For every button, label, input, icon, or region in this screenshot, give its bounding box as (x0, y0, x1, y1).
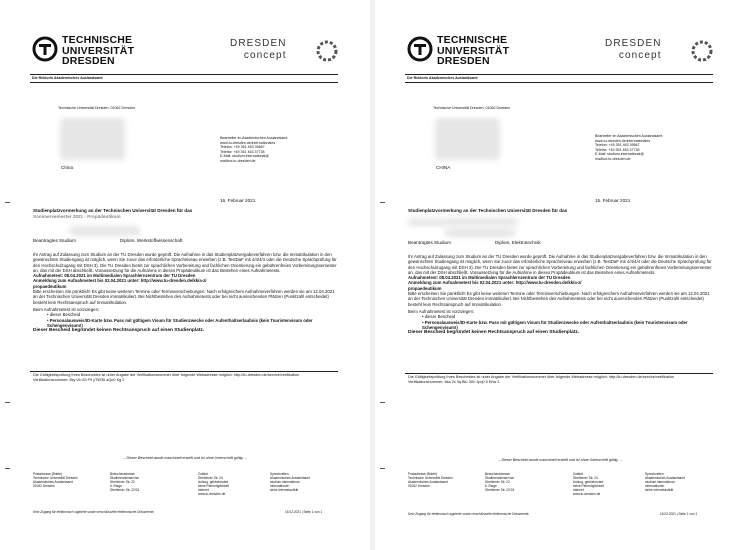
contact-line: E-Mail: studium.international@ (220, 154, 269, 159)
university-name (62, 35, 134, 67)
bullet-text: dieser Bescheid (49, 312, 81, 318)
validity-rule (405, 373, 713, 374)
contact-line: Telefax: +49 351 463 37738 (595, 147, 640, 152)
contact-line: Telefon: +49 351 463 39667 (595, 143, 640, 148)
test-date: Aufnahmetest: 08.04.2021 im Multimedialen Sprachlernzentrum der TU Dresden (33, 273, 196, 279)
validity-block (33, 373, 338, 383)
letter-page-2 (375, 0, 745, 550)
tu-dresden-logo-icon (32, 36, 58, 62)
validity-text: Die Gültigkeitsprüfung Ihres Bescheides ist unter Angabe der Verifikationsnummer über folgende Webadresse möglich: http://tu-dresden.de/service/verifikation (408, 375, 675, 379)
bullet-list (408, 314, 713, 330)
tu-dresden-logo-icon (407, 36, 433, 62)
redacted-address (60, 118, 125, 160)
fold-mark (5, 402, 10, 403)
footer-visitor: Besucheradresse Studierendenservice Strehlener Str. 22 6. Etage Strehlener Str. 22/24 (110, 472, 140, 492)
study-label: Beantragtes Studium (33, 238, 76, 243)
bullet-item: • dieser Bescheid (422, 314, 456, 320)
bullet-item: • Personalausweis/ID-Karte bzw. Pass mit gültigem Visum für Studienzwecke oder Aufenthaltserlaubnis (kein Touristenvisum oder Schengenvisum!) (422, 319, 688, 330)
fold-mark (380, 402, 385, 403)
dc-line: concept (243, 50, 287, 61)
logo-line: DRESDEN (437, 55, 490, 67)
footer-visitor: Besucheradresse Studierendenservice Strehlener Str. 22 6. Etage Strehlener Str. 22/24 (485, 472, 515, 492)
footer-access: Zufahrt Strehlener Str. 24 Aufzug, gehbehindert keine Parkmöglichkeit Internet www.tu-dresden.de (573, 472, 605, 496)
study-value: Diplom, Elektrotechnik (495, 240, 541, 245)
recipient-country: China (61, 165, 74, 170)
fold-mark (5, 202, 10, 203)
dresden-concept-logo-icon (314, 38, 340, 64)
contact-block (595, 134, 662, 162)
subject-line-cont: Sommersemester 2021 - Propädeutikum (33, 214, 121, 219)
test-date: Aufnahmetest: 08.04.2021 im Multimedialen Sprachlernzentrum der TU Dresden (408, 275, 571, 281)
fold-mark (380, 468, 385, 469)
study-label: Beantragtes Studium (408, 240, 451, 245)
bullet-text: dieser Bescheid (424, 314, 456, 320)
header-line: Die Rektorin Akademisches Auslandsamt (407, 76, 478, 80)
letter-date: 16. Februar 2021 (220, 198, 256, 203)
contact-line: Bearbeiter im Akademischen Auslandsamt (595, 134, 663, 138)
redacted-name (445, 228, 515, 237)
second-paragraph: Bitte erscheinen Sie pünktlich! Es gibt keine weiteren Termine oder Terminverschiebungen. Nach erfolgreichem Aufnahmeverfahren werden sie am 12.04.2021 an der Technischen Universität Dresden immatrikuliert. Bei Nichtbestehen des Aufnahmetests oder bei nicht ausreichenden Plätzen (Punktzahl entscheidet) besteht kein Rechtsanspruch auf Immatrikulation. (33, 289, 335, 305)
main-paragraph: Ihr Antrag auf Zulassung zum Studium an der TU Dresden wurde geprüft. Die Aufnahme in das Studienplatzvergabeverfahren bzw. die Immatrikulation in den gewünschten Studiengang ist möglich, wenn Sie zuvor das erforderliche Sprachniveau erwerben (z.B. TestDaF mit 4/4/4/4 oder die Deutsche Sprachprüfung für den Hochschulzugang mit DSH 3). Die TU Dresden bietet zur sprachlichen Vorbereitung und fachlichen Orientierung ein gebührenfreies Vorbereitungssemester an, das mit der DSH abschließt. Voraussetzung für die Aufnahme in dieses Propädeutikum ist das Bestehen eines Aufnahmetests. (33, 252, 337, 273)
footer-hours: Sprechzeiten Akademisches Auslandsamt studium.international informationen siehe Internetauftritt (645, 472, 685, 492)
header-rule (405, 74, 713, 75)
university-name (437, 35, 509, 67)
letter-body (408, 254, 713, 335)
contact-line: E-Mail: studium.international@ (595, 152, 644, 157)
dc-line: DRESDEN (605, 38, 662, 49)
page-number: 15.02.2021 | Seite 1 von 1 (660, 512, 698, 516)
machine-note: -- Dieser Bescheid wurde maschinell erstellt und ist ohne Unterschrift gültig. -- (123, 456, 247, 460)
contact-line: Bearbeiter im Akademischen Auslandsamt (220, 136, 288, 140)
validity-text: Die Gültigkeitsprüfung Ihres Bescheides ist unter Angabe der Verifikationsnummer über folgende Webadresse möglich: http://tu-dresden.de/service/verifikation (33, 373, 300, 377)
redacted-subject (408, 218, 518, 226)
contact-line: mailbox.tu-dresden.de (220, 158, 256, 163)
main-paragraph: Ihr Antrag auf Zulassung zum Studium an der TU Dresden wurde geprüft. Die Aufnahme in das Studienplatzvergabeverfahren bzw. die Immatrikulation in den gewünschten Studiengang ist möglich, wenn Sie zuvor das erforderliche Sprachniveau erwerben (z.B. TestDaF mit 4/4/4/4 oder die Deutsche Sprachprüfung für den Hochschulzugang mit DSH 3). Die TU Dresden bietet zur sprachlichen Vorbereitung und fachlichen Orientierung ein gebührenfreies Vorbereitungssemester an, das mit der DSH abschließt. Voraussetzung für die Aufnahme in dieses Propädeutikum ist das Bestehen eines Aufnahmetests. (408, 254, 712, 275)
footer-note: Kein Zugang für elektronisch signierte sowie verschlüsselte elektronische Dokumente. (408, 512, 530, 516)
dresden-concept-wordmark (230, 38, 287, 62)
bullet-text: Personalausweis/ID-Karte bzw. Pass mit gültigem Visum für Studienzwecke oder Aufenthaltserlaubnis (kein Touristenvisum oder Schengenvisum!) (47, 317, 313, 328)
dc-line: DRESDEN (230, 38, 287, 49)
fold-mark (380, 202, 385, 203)
bullet-item: • dieser Bescheid (47, 312, 81, 318)
redacted-address (435, 118, 500, 160)
footer-note: Kein Zugang für elektronisch signierte sowie verschlüsselte elektronische Dokumente. (33, 510, 155, 514)
letter-body (33, 252, 338, 333)
header-rule-2 (30, 82, 338, 83)
registration-deadline: Anmeldung zum Aufnahmetest bis 02.04.2021 unter: http://www.tu-dresden.de/kk/a-z/ (408, 280, 582, 286)
closing-statement: Dieser Bescheid begründet keinen Rechtsanspruch auf einen Studienplatz. (33, 328, 205, 334)
bullet-list (33, 312, 338, 328)
sender-line: Technische Universität Dresden, 01062 Dresden (58, 106, 136, 110)
second-paragraph: Bitte erscheinen Sie pünktlich! Es gibt keine weiteren Termine oder Terminverschiebungen. Nach erfolgreichem Aufnahmeverfahren werden sie am 12.04.2021 an der Technischen Universität Dresden immatrikuliert. Bei Nichtbestehen des Aufnahmetests oder bei nicht ausreichenden Plätzen (Punktzahl entscheidet) besteht kein Rechtsanspruch auf Immatrikulation. (408, 291, 710, 307)
logo-line: DRESDEN (62, 55, 115, 67)
bring-label: Beim Aufnahmetest ist vorzulegen: (408, 308, 475, 314)
fold-mark (5, 468, 10, 469)
verification-number: Verifikationsnummer: 6ka 2s 3q Blu 3Xh Jpq0 5 Khw 2 (408, 379, 500, 384)
machine-note: -- Dieser Bescheid wurde maschinell erstellt und ist ohne Unterschrift gültig. -- (498, 458, 622, 462)
validity-rule (30, 371, 338, 372)
subject-line: Studienplatzvormerkung an der Technischen Universität Dresden für das (408, 208, 568, 213)
letter-page-1 (0, 0, 370, 550)
dresden-concept-wordmark (605, 38, 662, 62)
header-rule (30, 74, 338, 75)
study-value: Diplom, Werkstoffwissenschaft (120, 238, 183, 243)
redacted-name (70, 226, 140, 236)
footer-postal: Postadresse (Briefe) Technische Universität Dresden Akademisches Auslandsamt 01062 Dresden (33, 472, 78, 488)
contact-line: www.tu-dresden.de/internationales (595, 138, 651, 143)
logo-line: UNIVERSITÄT (437, 44, 510, 57)
page-number: 16.02.2021 | Seite 1 von 1 (285, 510, 323, 514)
footer-access: Zufahrt Strehlener Str. 24 Aufzug, gehbehindert keine Parkmöglichkeit Internet www.tu-dresden.de (198, 472, 230, 496)
letter-date: 15. Februar 2021 (595, 198, 631, 203)
footer-postal: Postadresse (Briefe) Technische Universität Dresden Akademisches Auslandsamt 01062 Dresden (408, 472, 453, 488)
closing-statement: Dieser Bescheid begründet keinen Rechtsanspruch auf einen Studienplatz. (408, 330, 580, 336)
recipient-country: CHINA (436, 165, 451, 170)
header-rule-2 (405, 82, 713, 83)
validity-block (408, 375, 713, 385)
bullet-text: Personalausweis/ID-Karte bzw. Pass mit gültigem Visum für Studienzwecke oder Aufenthaltserlaubnis (kein Touristenvisum oder Schengenvisum!) (422, 319, 688, 330)
contact-line: Telefon: +49 351 463 39667 (220, 145, 265, 150)
registration-deadline: Anmeldung zum Aufnahmetest bis 02.04.2021 unter: http://www.tu-dresden.de/kk/a-z/ (33, 278, 207, 284)
footer-hours: Sprechzeiten Akademisches Auslandsamt studium.international informationen siehe Internetauftritt (270, 472, 310, 492)
logo-line: TECHNISCHE (437, 34, 508, 46)
sender-line: Technische Universität Dresden, 01062 Dresden (433, 106, 511, 110)
contact-line: mailbox.tu-dresden.de (595, 156, 631, 161)
contact-line: www.tu-dresden.de/internationales (220, 140, 276, 145)
bullet-item: • Personalausweis/ID-Karte bzw. Pass mit gültigem Visum für Studienzwecke oder Aufenthaltserlaubnis (kein Touristenvisum oder Schengenvisum!) (47, 317, 313, 328)
verification-number: Verifikationsnummer: 6ky Uh 83 F9 yTW35 aQo0 Kg 2 (33, 377, 125, 382)
dresden-concept-logo-icon (689, 38, 715, 64)
logo-line: TECHNISCHE (62, 34, 133, 46)
logo-line: UNIVERSITÄT (62, 44, 135, 57)
header-line: Die Rektorin Akademisches Auslandsamt (32, 76, 103, 80)
contact-line: Telefax: +49 351 463 37738 (220, 149, 265, 154)
registration-link: propaedeutikum (408, 285, 442, 291)
bring-label: Beim Aufnahmetest ist vorzulegen: (33, 306, 100, 312)
contact-block (220, 136, 287, 164)
subject-line: Studienplatzvormerkung an der Technischen Universität Dresden für das (33, 208, 193, 213)
dc-line: concept (618, 50, 662, 61)
registration-link: propaedeutikum (33, 283, 67, 289)
